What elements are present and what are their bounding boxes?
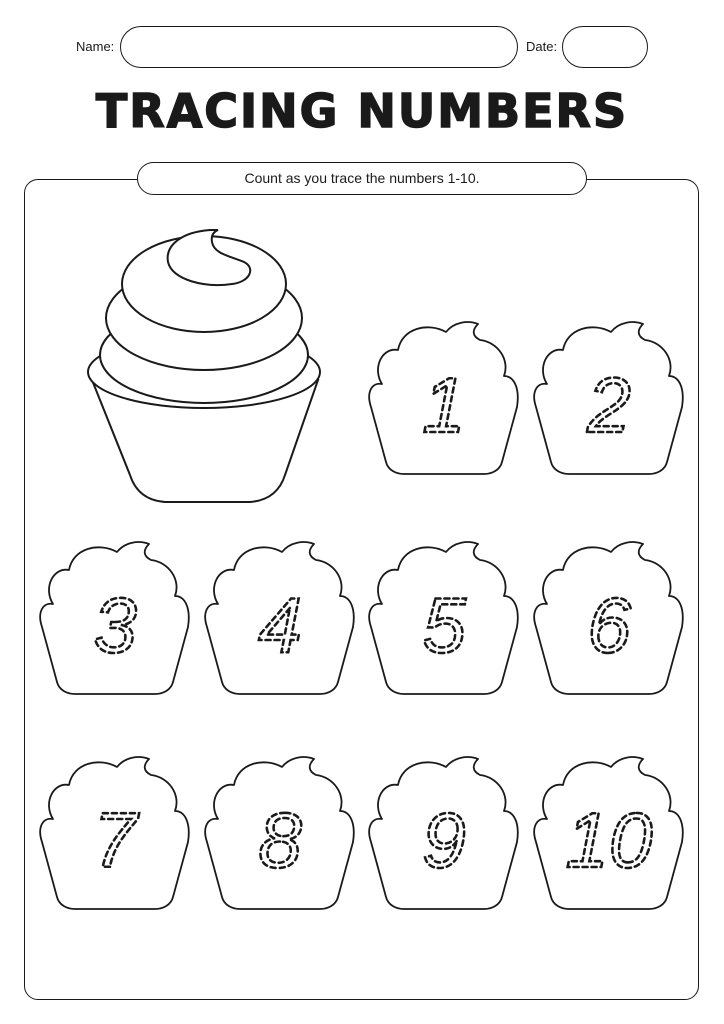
cupcake-illustration (88, 230, 320, 502)
cupcake-4 (205, 542, 354, 694)
trace-number-8[interactable]: 8 (258, 796, 302, 884)
trace-number-2[interactable]: 2 (587, 361, 631, 449)
cupcake-3 (40, 542, 189, 694)
trace-number-7[interactable]: 7 (93, 796, 137, 884)
cupcake-8 (205, 757, 354, 909)
cupcake-5 (369, 542, 518, 694)
date-label: Date: (526, 39, 558, 54)
cupcake-2 (534, 322, 683, 474)
page-title: TRACING NUMBERS (95, 84, 629, 138)
cupcake-10 (534, 757, 683, 909)
trace-number-10[interactable]: 10 (565, 796, 653, 884)
trace-number-1[interactable]: 1 (422, 361, 466, 449)
trace-number-5[interactable]: 5 (422, 581, 466, 669)
trace-number-9[interactable]: 9 (422, 796, 466, 884)
trace-number-4[interactable]: 4 (258, 581, 302, 669)
cupcake-7 (40, 757, 189, 909)
name-label: Name: (76, 39, 115, 54)
instruction-banner: Count as you trace the numbers 1-10. (137, 162, 587, 195)
trace-number-6[interactable]: 6 (587, 581, 631, 669)
trace-number-3[interactable]: 3 (93, 581, 137, 669)
cupcake-6 (534, 542, 683, 694)
cupcake-1 (369, 322, 518, 474)
cupcake-9 (369, 757, 518, 909)
